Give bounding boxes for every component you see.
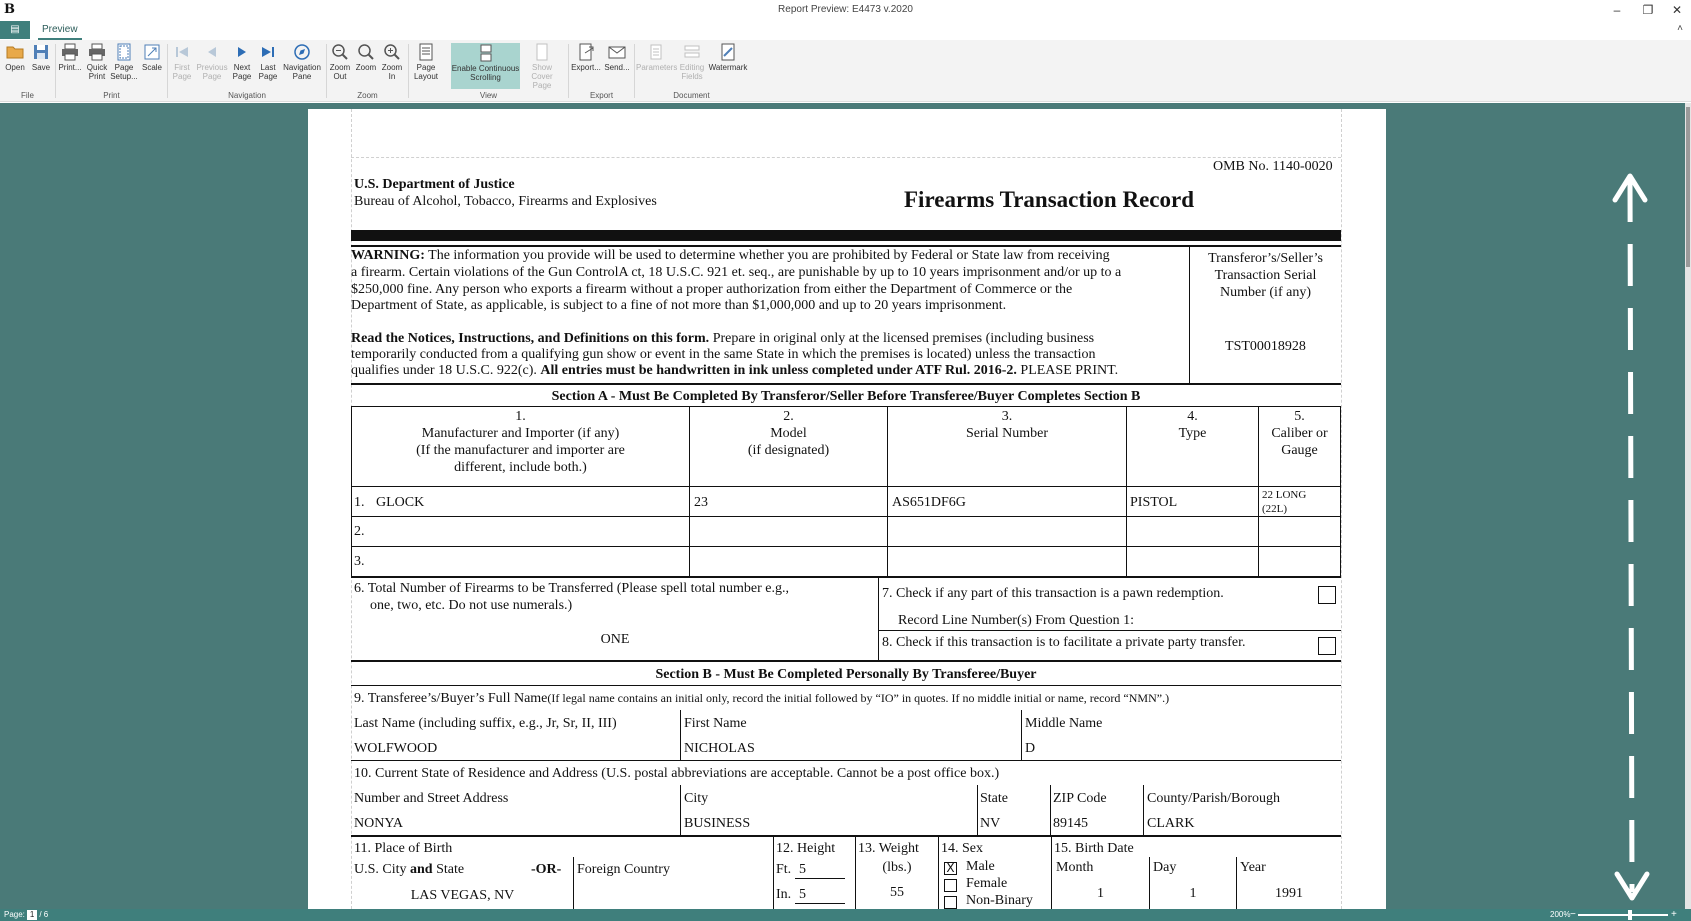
send-button[interactable]: Send... xyxy=(602,42,632,92)
collapse-ribbon-icon[interactable]: ˄ xyxy=(1677,23,1683,34)
floppy-disk-icon xyxy=(32,43,50,61)
row1-num: 1. xyxy=(354,495,365,510)
last-page-button[interactable]: Last Page xyxy=(255,42,281,92)
continuous-scrolling-button[interactable]: Enable Continuous Scrolling xyxy=(451,43,520,89)
warning-label: WARNING: xyxy=(351,248,425,263)
in-label: In. xyxy=(776,887,792,902)
rule xyxy=(351,760,1341,761)
close-button[interactable]: ✕ xyxy=(1671,3,1683,17)
page-layout-button[interactable]: Page Layout xyxy=(410,42,442,92)
male-label: Male xyxy=(966,859,995,874)
warning-line-1: The information you provide will be used to determine whether you are prohibited by Federal or State law from receiving xyxy=(428,248,1110,263)
rule xyxy=(351,516,1341,517)
restore-button[interactable]: ❐ xyxy=(1642,3,1654,17)
scrollbar-thumb[interactable] xyxy=(1686,107,1690,267)
form-title: Firearms Transaction Record xyxy=(904,187,1195,212)
export-button[interactable]: Export... xyxy=(570,42,602,92)
rule xyxy=(351,546,1341,547)
double-arrow-icon xyxy=(1610,172,1650,902)
compass-icon xyxy=(293,43,311,61)
cover-page-icon xyxy=(533,43,551,61)
middle-name-label: Middle Name xyxy=(1025,716,1103,731)
q14-label: 14. Sex xyxy=(941,841,983,856)
col1-num: 1. xyxy=(515,409,526,424)
window-title: Report Preview: E4473 v.2020 xyxy=(778,4,913,15)
birth-city-value: LAS VEGAS, NV xyxy=(410,888,515,903)
last-name-value: WOLFWOOD xyxy=(354,741,438,756)
magnifier-icon xyxy=(357,43,375,61)
page-setup-icon xyxy=(115,43,133,61)
rule xyxy=(977,785,978,835)
save-button[interactable]: Save xyxy=(28,42,54,92)
warning-line-2: a firearm. Certain violations of the Gun ControlA ct, 18 U.S.C. 921 et. seq., are punishable by up to 10 years imprisonment and/or up to a xyxy=(351,265,1122,280)
county-value: CLARK xyxy=(1147,816,1195,831)
city-value: BUSINESS xyxy=(684,816,751,831)
ribbon-separator xyxy=(634,44,635,98)
zoom-slider-thumb[interactable] xyxy=(1628,910,1632,920)
rule xyxy=(878,578,879,660)
row2-num: 2. xyxy=(354,524,365,539)
q9-label: 9. Transferee’s/Buyer’s Full Name xyxy=(354,691,548,706)
rule xyxy=(1340,406,1341,576)
row1-manufacturer: GLOCK xyxy=(376,495,425,510)
row1-model: 23 xyxy=(694,495,708,510)
q11-label: 11. Place of Birth xyxy=(354,841,453,856)
q8-label: 8. Check if this transaction is to facilitate a private party transfer. xyxy=(882,635,1246,650)
in-value: 5 xyxy=(799,887,806,902)
watermark-button[interactable]: Watermark xyxy=(708,42,748,92)
rule xyxy=(573,857,574,909)
female-label: Female xyxy=(966,876,1008,891)
rule xyxy=(351,383,1341,385)
previous-page-icon xyxy=(203,43,221,61)
q7-record-line: Record Line Number(s) From Question 1: xyxy=(898,613,1135,628)
app-logo: B xyxy=(4,2,15,17)
first-name-label: First Name xyxy=(684,716,747,731)
zoom-in-button[interactable]: Zoom In xyxy=(379,42,405,92)
export-icon xyxy=(577,43,595,61)
file-menu-button[interactable]: ▤ xyxy=(0,21,30,39)
page-indicator: Page: 1 / 6 xyxy=(4,910,49,919)
q6-label-2: one, two, etc. Do not use numerals.) xyxy=(370,598,573,613)
vertical-scrollbar[interactable] xyxy=(1685,103,1691,909)
zoom-out-button[interactable]: Zoom Out xyxy=(327,42,353,92)
q15-label: 15. Birth Date xyxy=(1054,841,1134,856)
street-value: NONYA xyxy=(354,816,403,831)
serial-label-1: Transferor’s/Seller’s xyxy=(1208,251,1323,266)
state-label: State xyxy=(980,791,1008,806)
last-page-icon xyxy=(259,43,277,61)
col1-label: Manufacturer and Importer (if any) xyxy=(421,426,620,441)
rule xyxy=(1143,785,1144,835)
zoom-level: 200% xyxy=(1550,910,1571,919)
section-b-title: Section B - Must Be Completed Personally By Transferee/Buyer xyxy=(655,667,1037,682)
rule xyxy=(680,710,681,760)
last-name-label: Last Name (including suffix, e.g., Jr, Sr, II, III) xyxy=(354,716,617,731)
notice-handwritten: All entries must be handwritten in ink unless completed under ATF Rul. 2016-2. xyxy=(540,363,1017,378)
col2-label: Model xyxy=(770,426,807,441)
nonbinary-checkbox xyxy=(944,896,957,909)
q8-checkbox xyxy=(1318,637,1336,655)
rule xyxy=(795,903,845,904)
year-value: 1991 xyxy=(1275,886,1303,901)
first-page-button[interactable]: First Page xyxy=(168,42,196,92)
rule xyxy=(795,878,845,879)
day-value: 1 xyxy=(1189,886,1197,901)
q13-label: 13. Weight xyxy=(858,841,919,856)
page-setup-button[interactable]: Page Setup... xyxy=(110,42,138,92)
county-label: County/Parish/Borough xyxy=(1147,791,1281,806)
middle-name-value: D xyxy=(1025,741,1036,756)
group-label-file: File xyxy=(21,91,34,100)
month-value: 1 xyxy=(1097,886,1104,901)
title-bar xyxy=(0,0,1691,20)
ribbon-tab-bar xyxy=(0,20,1691,40)
report-page xyxy=(308,109,1386,909)
scale-icon xyxy=(143,43,161,61)
folder-icon xyxy=(6,43,24,61)
col5-label-2: Gauge xyxy=(1281,443,1318,458)
year-label: Year xyxy=(1240,860,1266,875)
col3-num: 3. xyxy=(1001,409,1013,424)
or-label: -OR- xyxy=(531,862,562,877)
open-button[interactable]: Open xyxy=(2,42,28,92)
q10-label: 10. Current State of Residence and Address (U.S. postal abbreviations are acceptable. Cannot be a post office box.) xyxy=(354,766,1000,781)
col5-label-1: Caliber or xyxy=(1271,426,1328,441)
department-name: U.S. Department of Justice xyxy=(354,177,515,192)
page-layout-icon xyxy=(417,43,435,61)
q12-label: 12. Height xyxy=(776,841,836,856)
ribbon-separator xyxy=(568,44,569,98)
rule xyxy=(680,785,681,835)
next-page-button[interactable]: Next Page xyxy=(229,42,255,92)
rule xyxy=(351,660,1341,662)
header-rule xyxy=(351,230,1341,241)
printer-icon xyxy=(61,43,79,61)
ft-value: 5 xyxy=(799,862,806,877)
us-city-label: U.S. City xyxy=(354,862,411,877)
col5-num: 5. xyxy=(1294,409,1305,424)
rule xyxy=(773,837,774,909)
tab-preview[interactable]: Preview xyxy=(38,22,82,40)
zoom-button[interactable]: Zoom xyxy=(353,42,379,92)
row1-serial: AS651DF6G xyxy=(892,495,966,510)
nonbinary-label: Non-Binary xyxy=(966,893,1033,908)
rule xyxy=(938,837,939,909)
row3-num: 3. xyxy=(354,554,365,569)
previous-page-button[interactable]: Previous Page xyxy=(196,42,228,92)
zip-label: ZIP Code xyxy=(1053,791,1107,806)
status-bar xyxy=(0,909,1691,921)
q9-note: (If legal name contains an initial only, record the initial followed by “IO” in quotes. If no middle initial or name, record “NMN”.) xyxy=(547,691,1170,705)
section-a-title: Section A - Must Be Completed By Transferor/Seller Before Transferee/Buyer Completes Section B xyxy=(551,389,1141,404)
watermark-icon xyxy=(719,43,737,61)
rule xyxy=(879,630,1341,631)
zoom-slider[interactable] xyxy=(1578,914,1668,916)
omb-number: OMB No. 1140-0020 xyxy=(1213,159,1333,174)
day-label: Day xyxy=(1153,860,1177,875)
state-word-label: State xyxy=(432,862,465,877)
editing-fields-icon xyxy=(683,43,701,61)
row1-type: PISTOL xyxy=(1130,495,1178,510)
col4-num: 4. xyxy=(1187,409,1198,424)
warning-line-4: Department of State, as applicable, is subject to a fine of not more than $1,000,000 and up to 20 years imprisonment. xyxy=(351,298,1007,313)
col1-note-1: (If the manufacturer and importer are xyxy=(416,443,625,458)
notice-please-print: PLEASE PRINT. xyxy=(1020,363,1119,378)
bureau-name: Bureau of Alcohol, Tobacco, Firearms and Explosives xyxy=(354,194,657,209)
rule xyxy=(351,835,1341,837)
rule xyxy=(1021,710,1022,760)
minimize-button[interactable]: – xyxy=(1613,3,1621,17)
envelope-icon xyxy=(608,43,626,61)
serial-value: TST00018928 xyxy=(1225,339,1306,354)
q6-value: ONE xyxy=(600,632,630,647)
zip-value: 89145 xyxy=(1053,816,1088,831)
col1-note-2: different, include both.) xyxy=(454,460,587,475)
navigation-pane-button[interactable]: Navigation Pane xyxy=(281,42,323,92)
scale-button[interactable]: Scale xyxy=(139,42,165,92)
row1-caliber-1: 22 LONG xyxy=(1262,489,1307,501)
group-label-export: Export xyxy=(589,91,614,100)
continuous-scroll-icon xyxy=(477,44,495,62)
male-checkbox: X xyxy=(944,862,957,875)
serial-label-3: Number (if any) xyxy=(1220,285,1311,300)
editing-fields-button[interactable]: Editing Fields xyxy=(676,42,708,92)
foreign-country-label: Foreign Country xyxy=(577,862,670,877)
page-count: / 6 xyxy=(39,910,49,919)
col2-num: 2. xyxy=(783,409,794,424)
notice-line-1: Prepare in original only at the licensed premises (including business xyxy=(712,331,1095,346)
col2-note: (if designated) xyxy=(747,443,830,458)
weight-value: 55 xyxy=(890,885,904,900)
warning-line-3: $250,000 fine. Any person who exports a firearm without a proper authorization from either the Department of Commerce or the xyxy=(351,282,1073,297)
parameters-button[interactable]: Parameters xyxy=(636,42,676,92)
col4-label: Type xyxy=(1178,426,1207,441)
group-label-zoom: Zoom xyxy=(357,91,378,100)
group-label-document: Document xyxy=(673,91,710,100)
rule xyxy=(351,576,1341,578)
serial-label-2: Transaction Serial xyxy=(1214,268,1317,283)
notice-label: Read the Notices, Instructions, and Definitions on this form. xyxy=(351,331,710,346)
q7-checkbox xyxy=(1318,586,1336,604)
first-name-value: NICHOLAS xyxy=(684,741,755,756)
female-checkbox xyxy=(944,879,957,892)
quick-printer-icon xyxy=(88,43,106,61)
margin-guide xyxy=(351,157,1341,158)
group-label-navigation: Navigation xyxy=(228,91,266,100)
zoom-minus-button[interactable]: − xyxy=(1570,909,1576,920)
preview-area[interactable] xyxy=(0,103,1691,909)
parameters-icon xyxy=(647,43,665,61)
street-label: Number and Street Address xyxy=(354,791,509,806)
rule xyxy=(351,486,1341,487)
print-button[interactable]: Print... xyxy=(56,42,84,92)
rule xyxy=(1050,785,1051,835)
lbs-label: (lbs.) xyxy=(882,860,912,875)
q7-label: 7. Check if any part of this transaction is a pawn redemption. xyxy=(882,586,1224,601)
ribbon xyxy=(0,40,1691,102)
city-label: City xyxy=(684,791,709,806)
month-label: Month xyxy=(1056,860,1094,875)
state-value: NV xyxy=(980,816,1001,831)
q6-label-1: 6. Total Number of Firearms to be Transferred (Please spell total number e.g., xyxy=(354,581,789,596)
show-cover-page-button[interactable]: Show Cover Page xyxy=(522,42,562,92)
zoom-out-icon xyxy=(331,43,349,61)
notice-line-2: temporarily conducted from a qualifying gun show or event in the same State in which the premises is located) unless the transaction xyxy=(351,347,1096,362)
notice-line-3: qualifies under 18 U.S.C. 922(c). xyxy=(351,363,537,378)
group-label-print: Print xyxy=(103,91,120,100)
quick-print-button[interactable]: Quick Print xyxy=(84,42,110,92)
page-number-input[interactable]: 1 xyxy=(27,910,37,920)
zoom-in-icon xyxy=(383,43,401,61)
ribbon-separator xyxy=(408,44,409,98)
zoom-plus-button[interactable]: + xyxy=(1671,909,1677,920)
rule xyxy=(351,685,1341,686)
next-page-icon xyxy=(233,43,251,61)
row1-caliber-2: (22L) xyxy=(1262,503,1288,515)
and-label: and xyxy=(410,862,433,877)
col3-label: Serial Number xyxy=(965,426,1049,441)
first-page-icon xyxy=(173,43,191,61)
rule xyxy=(351,406,1341,407)
group-label-view: View xyxy=(479,91,498,100)
margin-guide xyxy=(1341,109,1342,909)
ft-label: Ft. xyxy=(776,862,792,877)
